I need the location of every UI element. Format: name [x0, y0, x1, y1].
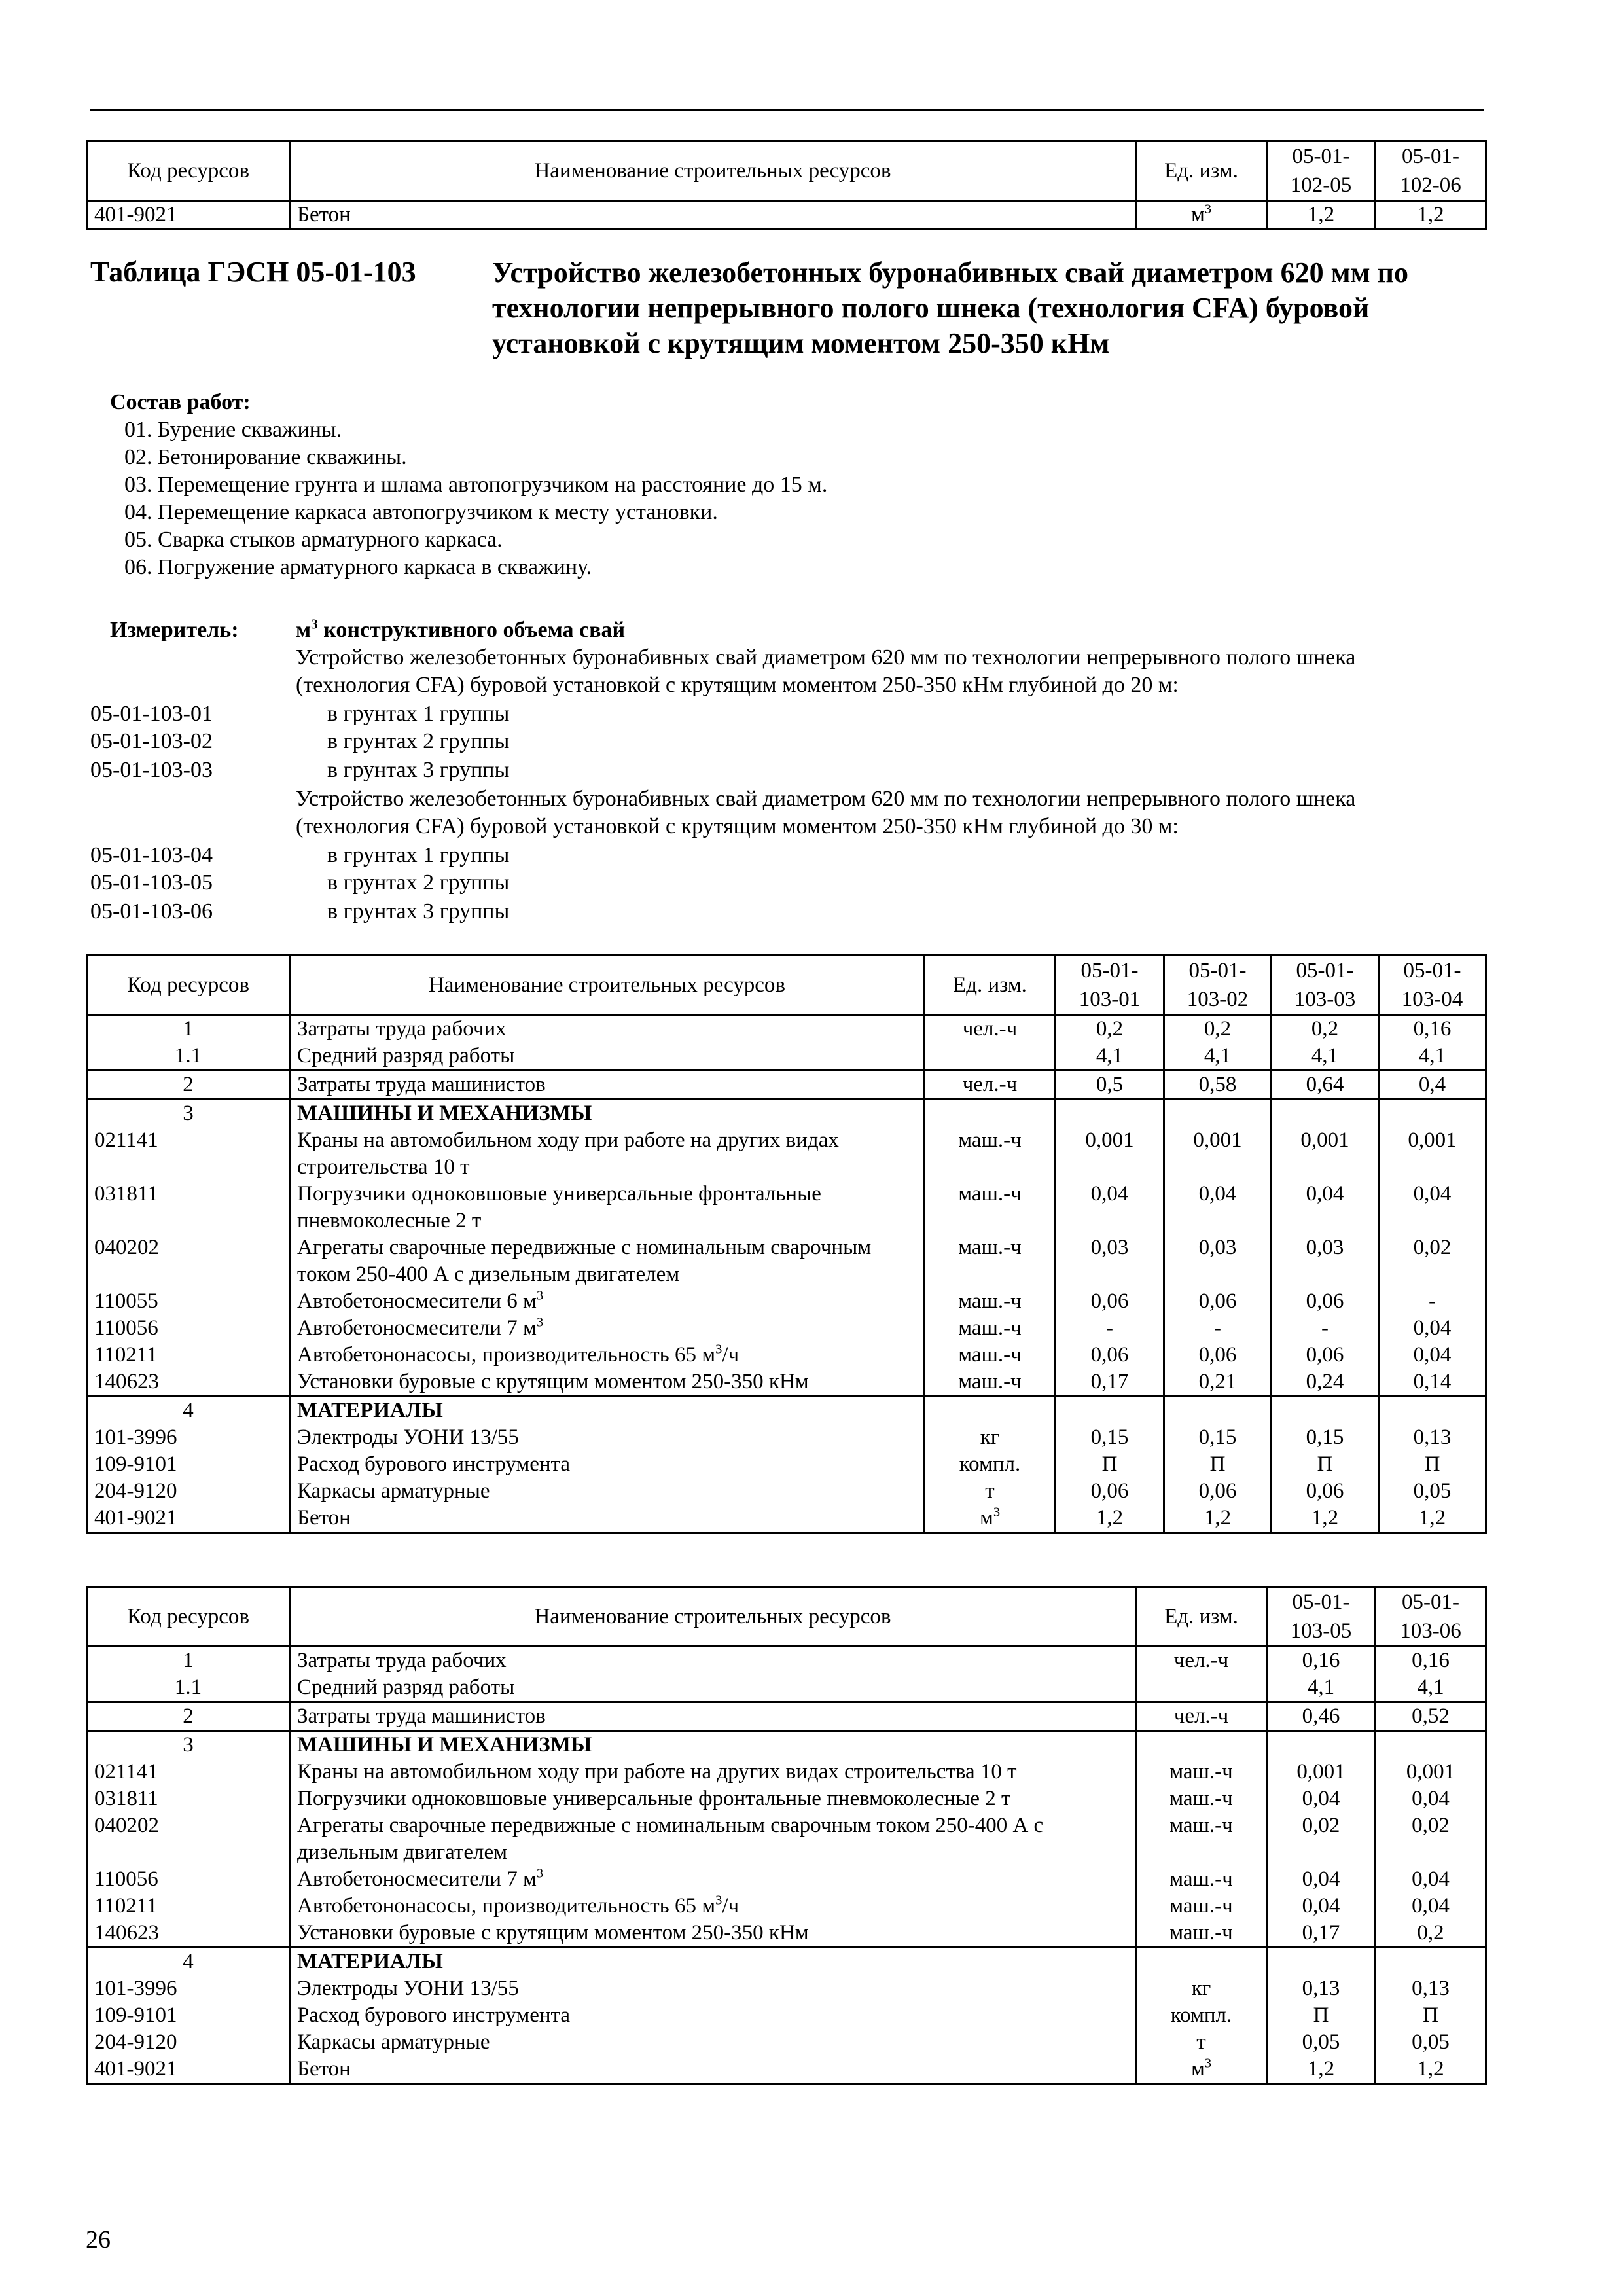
row-value — [1056, 1100, 1164, 1128]
resource-table-bottom — [86, 1586, 1487, 2085]
row-name: Автобетононасосы, производительность 65 $м^3/ч$ — [290, 1893, 1136, 1920]
row-code: 110056 — [87, 1315, 290, 1342]
norm-text: в грунтах 3 группы — [327, 758, 510, 782]
table-row — [87, 1288, 1486, 1315]
work-item: 05. Сварка стыков арматурного каркаса. — [124, 528, 503, 552]
row-code: 040202 — [87, 1812, 290, 1866]
row-name: Электроды УОНИ 13/55 — [290, 1975, 1136, 2002]
row-value: 0,15 — [1164, 1424, 1272, 1451]
row-value — [1267, 1948, 1376, 1976]
table-row — [87, 2056, 1486, 2084]
row-value: 0,58 — [1164, 1071, 1272, 1100]
row-code: 021141 — [87, 1127, 290, 1181]
norm-text: в грунтах 1 группы — [327, 843, 510, 867]
row-code: 204-9120 — [87, 2029, 290, 2056]
row-value: 0,001 — [1272, 1127, 1379, 1181]
row-name: Установки буровые с крутящим моментом 250-350 кНм — [290, 1920, 1136, 1948]
row-value: 0,06 — [1272, 1342, 1379, 1369]
row-unit: маш.-ч — [1136, 1866, 1267, 1893]
section-title: Устройство железобетонных буронабивных свай диаметром 620 мм по технологии непрерывного полого шнека (технология CFA) буровой установкой с крутящим моментом 250-350 кНм — [492, 257, 1408, 359]
page-number: 26 — [86, 2226, 111, 2253]
table-row — [87, 1424, 1486, 1451]
row-code: 4 — [87, 1948, 290, 1976]
resource-table-top — [86, 140, 1487, 230]
row-value: 1,2 — [1267, 2056, 1376, 2084]
row-unit: компл. — [1136, 2002, 1267, 2029]
table-row — [87, 1893, 1486, 1920]
table-row — [87, 1369, 1486, 1397]
row-value: 0,16 — [1376, 1647, 1486, 1675]
row-value: 0,04 — [1379, 1315, 1486, 1342]
row-unit — [925, 1043, 1056, 1071]
row-value: 0,02 — [1376, 1812, 1486, 1866]
row-code: 110056 — [87, 1866, 290, 1893]
row-value: 1,2 — [1056, 1505, 1164, 1533]
row-name: Краны на автомобильном ходу при работе на других видах строительства 10 т — [290, 1759, 1136, 1785]
row-name: Краны на автомобильном ходу при работе на других видах строительства 10 т — [290, 1127, 925, 1181]
table-row — [87, 1071, 1486, 1100]
row-value: 4,1 — [1272, 1043, 1379, 1071]
row-code: 110055 — [87, 1288, 290, 1315]
header-name: Наименование строительных ресурсов — [290, 1587, 1136, 1647]
row-name: Автобетоносмесители 6 $м^3$ — [290, 1288, 925, 1315]
row-value: 0,001 — [1056, 1127, 1164, 1181]
row-value: 0,04 — [1379, 1342, 1486, 1369]
table-row — [87, 1315, 1486, 1342]
norm-text: в грунтах 1 группы — [327, 702, 510, 726]
meter-label: Измеритель: — [110, 618, 239, 642]
table-row — [87, 1975, 1486, 2002]
row-value: 0,14 — [1379, 1369, 1486, 1397]
row-value: 0,05 — [1376, 2029, 1486, 2056]
norm-code: 05-01-103-01 — [90, 702, 213, 726]
work-item: 01. Бурение скважины. — [124, 418, 342, 442]
header-col: 05-01-103-01 — [1056, 956, 1164, 1015]
row-code: 2 — [87, 1071, 290, 1100]
table-row — [87, 1759, 1486, 1785]
row-value: 0,17 — [1056, 1369, 1164, 1397]
row-value: 0,05 — [1267, 2029, 1376, 2056]
row-unit: чел.-ч — [1136, 1702, 1267, 1731]
row-value: 0,06 — [1164, 1478, 1272, 1505]
row-name: Автобетоносмесители 7 $м^3$ — [290, 1315, 925, 1342]
work-item: 02. Бетонирование скважины. — [124, 445, 407, 469]
row-name: Бетон — [290, 1505, 925, 1533]
row-code: 110211 — [87, 1893, 290, 1920]
row-value: 0,04 — [1056, 1181, 1164, 1234]
header-col: 05-01-103-04 — [1379, 956, 1486, 1015]
row-value: 0,04 — [1376, 1785, 1486, 1812]
table-row — [87, 1397, 1486, 1425]
meter-desc: Устройство железобетонных буронабивных свай диаметром 620 мм по технологии непрерывного полого шнека — [296, 645, 1356, 670]
row-value — [1379, 1397, 1486, 1425]
row-name: Затраты труда рабочих — [290, 1647, 1136, 1675]
row-value: 0,04 — [1164, 1181, 1272, 1234]
row-value: 0,13 — [1267, 1975, 1376, 2002]
row-value: 1,2 — [1164, 1505, 1272, 1533]
row-value: 0,001 — [1164, 1127, 1272, 1181]
table-row — [87, 1812, 1486, 1866]
header-col: 05-01-102-05 — [1267, 141, 1376, 201]
row-name: Автобетоносмесители 7 $м^3$ — [290, 1866, 1136, 1893]
row-code: 140623 — [87, 1920, 290, 1948]
norm-code: 05-01-103-06 — [90, 899, 213, 924]
row-code: 401-9021 — [87, 1505, 290, 1533]
row-name: Расход бурового инструмента — [290, 2002, 1136, 2029]
table-row — [87, 1100, 1486, 1128]
row-value: 0,03 — [1164, 1234, 1272, 1288]
row-value — [1164, 1397, 1272, 1425]
table-row — [87, 1866, 1486, 1893]
row-value: 0,04 — [1272, 1181, 1379, 1234]
row-name: Каркасы арматурные — [290, 2029, 1136, 2056]
norm-text: в грунтах 3 группы — [327, 899, 510, 924]
row-value: 0,13 — [1379, 1424, 1486, 1451]
row-name: Бетон — [290, 201, 1136, 230]
row-value: 0,2 — [1376, 1920, 1486, 1948]
row-unit: маш.-ч — [1136, 1920, 1267, 1948]
row-value: 0,2 — [1272, 1015, 1379, 1043]
row-value: 4,1 — [1379, 1043, 1486, 1071]
row-value: 0,17 — [1267, 1920, 1376, 1948]
row-code: 101-3996 — [87, 1975, 290, 2002]
table-row — [87, 1920, 1486, 1948]
row-unit: маш.-ч — [925, 1369, 1056, 1397]
row-value: 1,2 — [1376, 2056, 1486, 2084]
row-unit: маш.-ч — [1136, 1759, 1267, 1785]
row-name: Погрузчики одноковшовые универсальные фронтальные пневмоколесные 2 т — [290, 1181, 925, 1234]
table-label: Таблица ГЭСН 05-01-103 — [90, 256, 416, 288]
row-name: Средний разряд работы — [290, 1043, 925, 1071]
resource-table-mid — [86, 954, 1487, 1534]
row-code: 031811 — [87, 1181, 290, 1234]
row-unit — [925, 1397, 1056, 1425]
table-row — [87, 1181, 1486, 1234]
row-value: 0,04 — [1267, 1866, 1376, 1893]
row-unit: т — [1136, 2029, 1267, 2056]
row-code: 3 — [87, 1100, 290, 1128]
norm-code: 05-01-103-03 — [90, 758, 213, 782]
row-name: Бетон — [290, 2056, 1136, 2084]
row-name: Агрегаты сварочные передвижные с номинальным сварочным током 250-400 А с дизельным двигателем — [290, 1812, 1136, 1866]
row-value: 0,46 — [1267, 1702, 1376, 1731]
table-row — [87, 1647, 1486, 1675]
row-value: 0,21 — [1164, 1369, 1272, 1397]
work-item: 03. Перемещение грунта и шлама автопогрузчиком на расстояние до 15 м. — [124, 473, 828, 497]
row-unit: компл. — [925, 1451, 1056, 1478]
row-code: 1 — [87, 1647, 290, 1675]
row-value: 0,06 — [1164, 1342, 1272, 1369]
row-name: Расход бурового инструмента — [290, 1451, 925, 1478]
row-name: Каркасы арматурные — [290, 1478, 925, 1505]
row-unit: маш.-ч — [925, 1234, 1056, 1288]
row-name: Автобетононасосы, производительность 65 $м^3/ч$ — [290, 1342, 925, 1369]
row-value: - — [1056, 1315, 1164, 1342]
header-name: Наименование строительных ресурсов — [290, 141, 1136, 201]
table-row — [87, 1505, 1486, 1533]
row-value: П — [1267, 2002, 1376, 2029]
row-value: 0,06 — [1272, 1288, 1379, 1315]
works-heading: Состав работ: — [110, 390, 251, 414]
row-value: П — [1379, 1451, 1486, 1478]
row-name: Средний разряд работы — [290, 1674, 1136, 1702]
header-code: Код ресурсов — [87, 141, 290, 201]
row-value: 0,001 — [1379, 1127, 1486, 1181]
table-row — [87, 2002, 1486, 2029]
row-unit: кг — [1136, 1975, 1267, 2002]
row-value: 0,06 — [1056, 1342, 1164, 1369]
header-code: Код ресурсов — [87, 956, 290, 1015]
row-value: 0,02 — [1379, 1234, 1486, 1288]
table-row — [87, 1948, 1486, 1976]
row-value: 0,5 — [1056, 1071, 1164, 1100]
row-value — [1379, 1100, 1486, 1128]
row-value: 0,4 — [1379, 1071, 1486, 1100]
row-value: 4,1 — [1267, 1674, 1376, 1702]
row-value: 0,64 — [1272, 1071, 1379, 1100]
meter-unit: $м^3$ конструктивного объема свай — [296, 616, 626, 642]
row-code: 140623 — [87, 1369, 290, 1397]
row-code: 110211 — [87, 1342, 290, 1369]
row-code: 401-9021 — [87, 201, 290, 230]
row-value: 0,2 — [1056, 1015, 1164, 1043]
row-name: Электроды УОНИ 13/55 — [290, 1424, 925, 1451]
norm-code: 05-01-103-04 — [90, 843, 213, 867]
header-name: Наименование строительных ресурсов — [290, 956, 925, 1015]
row-name: Затраты труда машинистов — [290, 1071, 925, 1100]
row-value: П — [1164, 1451, 1272, 1478]
row-unit: маш.-ч — [1136, 1893, 1267, 1920]
table-row — [87, 1043, 1486, 1071]
row-unit: т — [925, 1478, 1056, 1505]
meter-desc: Устройство железобетонных буронабивных свай диаметром 620 мм по технологии непрерывного полого шнека — [296, 787, 1356, 811]
header-col: 05-01-102-06 — [1376, 141, 1486, 201]
row-value: 0,15 — [1272, 1424, 1379, 1451]
row-value — [1267, 1731, 1376, 1759]
row-value: - — [1272, 1315, 1379, 1342]
header-col: 05-01-103-02 — [1164, 956, 1272, 1015]
meter-desc: (технология CFA) буровой установкой с крутящим моментом 250-350 кНм глубиной до 20 м: — [296, 673, 1179, 697]
header-rule — [90, 109, 1484, 111]
row-value: 0,001 — [1267, 1759, 1376, 1785]
row-unit: маш.-ч — [925, 1127, 1056, 1181]
table-row — [87, 1015, 1486, 1043]
norm-code: 05-01-103-02 — [90, 729, 213, 753]
row-value: 0,06 — [1164, 1288, 1272, 1315]
row-unit: маш.-ч — [925, 1181, 1056, 1234]
row-value: П — [1272, 1451, 1379, 1478]
row-code: 109-9101 — [87, 2002, 290, 2029]
row-value: 0,03 — [1056, 1234, 1164, 1288]
row-value — [1164, 1100, 1272, 1128]
row-code: 021141 — [87, 1759, 290, 1785]
table-row — [87, 1785, 1486, 1812]
table-row — [87, 1674, 1486, 1702]
header-col: 05-01-103-05 — [1267, 1587, 1376, 1647]
row-value: 0,06 — [1272, 1478, 1379, 1505]
row-code: 031811 — [87, 1785, 290, 1812]
table-row — [87, 201, 1486, 230]
row-unit: маш.-ч — [1136, 1785, 1267, 1812]
row-value: 4,1 — [1164, 1043, 1272, 1071]
table-row — [87, 1702, 1486, 1731]
header-col: 05-01-103-06 — [1376, 1587, 1486, 1647]
row-value: 4,1 — [1056, 1043, 1164, 1071]
row-value: - — [1379, 1288, 1486, 1315]
row-value: П — [1056, 1451, 1164, 1478]
row-name: Погрузчики одноковшовые универсальные фронтальные пневмоколесные 2 т — [290, 1785, 1136, 1812]
row-name: МАШИНЫ И МЕХАНИЗМЫ — [290, 1100, 925, 1128]
row-unit — [1136, 1731, 1267, 1759]
row-unit: чел.-ч — [1136, 1647, 1267, 1675]
row-name: МАШИНЫ И МЕХАНИЗМЫ — [290, 1731, 1136, 1759]
norm-text: в грунтах 2 группы — [327, 870, 510, 895]
row-value: 0,04 — [1376, 1893, 1486, 1920]
row-value: 1,2 — [1272, 1505, 1379, 1533]
table-row — [87, 1342, 1486, 1369]
row-value — [1272, 1100, 1379, 1128]
row-code: 101-3996 — [87, 1424, 290, 1451]
table-row — [87, 2029, 1486, 2056]
row-unit: $м^3$ — [1136, 2056, 1267, 2084]
row-value: 1,2 — [1267, 201, 1376, 230]
row-value: 0,04 — [1376, 1866, 1486, 1893]
header-col: 05-01-103-03 — [1272, 956, 1379, 1015]
row-unit: чел.-ч — [925, 1071, 1056, 1100]
row-name: Агрегаты сварочные передвижные с номинальным сварочным током 250-400 А с дизельным двигателем — [290, 1234, 925, 1288]
row-unit: кг — [925, 1424, 1056, 1451]
row-unit: $м^3$ — [925, 1505, 1056, 1533]
row-value: П — [1376, 2002, 1486, 2029]
row-value: 0,15 — [1056, 1424, 1164, 1451]
row-value: 0,05 — [1379, 1478, 1486, 1505]
table-row — [87, 1234, 1486, 1288]
row-unit: $м^3$ — [1136, 201, 1267, 230]
row-code: 204-9120 — [87, 1478, 290, 1505]
row-value: 0,04 — [1267, 1785, 1376, 1812]
work-item: 04. Перемещение каркаса автопогрузчиком к месту установки. — [124, 500, 718, 524]
norm-text: в грунтах 2 группы — [327, 729, 510, 753]
row-code: 3 — [87, 1731, 290, 1759]
row-name: МАТЕРИАЛЫ — [290, 1948, 1136, 1976]
row-unit — [1136, 1948, 1267, 1976]
row-value: 0,04 — [1379, 1181, 1486, 1234]
row-code: 2 — [87, 1702, 290, 1731]
row-unit — [925, 1100, 1056, 1128]
meter-desc: (технология CFA) буровой установкой с крутящим моментом 250-350 кНм глубиной до 30 м: — [296, 814, 1179, 838]
row-value — [1056, 1397, 1164, 1425]
row-value: 1,2 — [1379, 1505, 1486, 1533]
row-code: 040202 — [87, 1234, 290, 1288]
row-unit: маш.-ч — [925, 1315, 1056, 1342]
header-unit: Ед. изм. — [925, 956, 1056, 1015]
norm-code: 05-01-103-05 — [90, 870, 213, 895]
row-name: Затраты труда рабочих — [290, 1015, 925, 1043]
row-value: 0,06 — [1056, 1288, 1164, 1315]
table-row — [87, 1731, 1486, 1759]
row-value: 0,52 — [1376, 1702, 1486, 1731]
table-row — [87, 1478, 1486, 1505]
work-item: 06. Погружение арматурного каркаса в скважину. — [124, 555, 592, 579]
row-value: 0,24 — [1272, 1369, 1379, 1397]
row-value — [1376, 1948, 1486, 1976]
header-unit: Ед. изм. — [1136, 141, 1267, 201]
header-code: Код ресурсов — [87, 1587, 290, 1647]
row-value — [1376, 1731, 1486, 1759]
row-code: 4 — [87, 1397, 290, 1425]
row-value: - — [1164, 1315, 1272, 1342]
row-code: 109-9101 — [87, 1451, 290, 1478]
row-value: 0,2 — [1164, 1015, 1272, 1043]
header-unit: Ед. изм. — [1136, 1587, 1267, 1647]
row-value: 0,16 — [1379, 1015, 1486, 1043]
row-unit — [1136, 1674, 1267, 1702]
row-value: 0,13 — [1376, 1975, 1486, 2002]
row-code: 1 — [87, 1015, 290, 1043]
row-value: 0,16 — [1267, 1647, 1376, 1675]
row-value: 0,001 — [1376, 1759, 1486, 1785]
table-row — [87, 1127, 1486, 1181]
row-value — [1272, 1397, 1379, 1425]
row-unit: чел.-ч — [925, 1015, 1056, 1043]
row-name: Затраты труда машинистов — [290, 1702, 1136, 1731]
row-code: 1.1 — [87, 1043, 290, 1071]
row-unit: маш.-ч — [925, 1288, 1056, 1315]
row-name: МАТЕРИАЛЫ — [290, 1397, 925, 1425]
row-value: 0,06 — [1056, 1478, 1164, 1505]
table-row — [87, 1451, 1486, 1478]
row-value: 0,02 — [1267, 1812, 1376, 1866]
row-value: 4,1 — [1376, 1674, 1486, 1702]
row-code: 401-9021 — [87, 2056, 290, 2084]
row-unit: маш.-ч — [1136, 1812, 1267, 1866]
row-unit: маш.-ч — [925, 1342, 1056, 1369]
row-value: 0,04 — [1267, 1893, 1376, 1920]
row-name: Установки буровые с крутящим моментом 250-350 кНм — [290, 1369, 925, 1397]
row-value: 0,03 — [1272, 1234, 1379, 1288]
row-value: 1,2 — [1376, 201, 1486, 230]
row-code: 1.1 — [87, 1674, 290, 1702]
